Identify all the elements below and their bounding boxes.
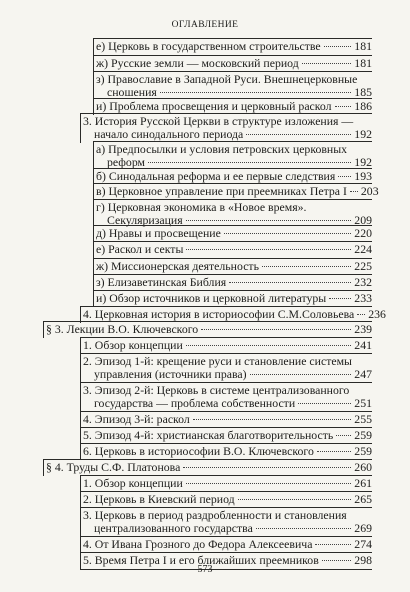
dot-leader xyxy=(338,175,351,177)
toc-entry-text: и) Обзор источников и церковной литературы xyxy=(96,291,327,305)
toc-entry[interactable] xyxy=(96,260,372,273)
toc-entry-text: 2. Эпизод 1-й: крещение руси и становление системы xyxy=(83,354,352,368)
toc-entry-text: 4. Эпизод 3-й: раскол xyxy=(83,412,190,426)
toc-entry[interactable] xyxy=(96,40,372,53)
toc-indent-rule xyxy=(93,38,94,55)
toc-page-number: 209 xyxy=(354,213,372,227)
toc-indent-rule xyxy=(80,353,81,383)
toc-entry-text: 1. Обзор концепции xyxy=(83,476,183,490)
toc-entry[interactable] xyxy=(96,100,372,113)
toc-entry[interactable] xyxy=(83,384,372,410)
toc-entry-text: е) Раскол и секты xyxy=(96,242,184,256)
toc-entry-text: д) Нравы и просвещение xyxy=(96,226,221,240)
toc-entry-text: сношения xyxy=(107,85,157,99)
toc-entry-text: 5. Время Петра I и его ближайших преемников xyxy=(83,553,319,567)
toc-entry-text: начало синодального периода xyxy=(94,127,244,141)
dot-leader xyxy=(201,328,351,330)
toc-indent-rule xyxy=(43,459,44,476)
toc-entry[interactable] xyxy=(83,509,372,535)
dot-leader xyxy=(329,297,351,299)
dot-leader xyxy=(250,373,352,375)
toc-entry[interactable] xyxy=(83,307,386,321)
toc-page-number: 181 xyxy=(354,39,372,53)
toc-entry-text: 4. От Ивана Грозного до Федора Алексеевича xyxy=(83,537,313,551)
toc-entry[interactable] xyxy=(83,339,372,352)
toc-entry-text: 4. Церковная история в историософии С.М.Соловьева xyxy=(83,307,355,321)
toc-page-number: 193 xyxy=(354,169,372,183)
toc-page-number: 298 xyxy=(354,553,372,567)
toc-entry[interactable] xyxy=(83,355,372,381)
toc-page-number: 261 xyxy=(354,476,372,490)
toc-page-number: 259 xyxy=(354,444,372,458)
toc-indent-rule xyxy=(80,427,81,444)
toc-indent-rule xyxy=(93,55,94,72)
dot-leader xyxy=(186,248,351,250)
dot-leader xyxy=(186,344,351,346)
toc-indent-rule xyxy=(80,382,81,412)
dot-leader xyxy=(298,402,351,404)
dot-leader xyxy=(186,482,351,484)
toc-entry-text: Секуляризация xyxy=(107,213,183,227)
toc-indent-rule xyxy=(93,290,94,307)
toc-page-number: 185 xyxy=(354,85,372,99)
dot-leader xyxy=(256,527,351,529)
toc-entry[interactable] xyxy=(96,57,372,70)
page-number: 573 xyxy=(197,564,213,575)
toc-indent-rule xyxy=(80,475,81,492)
toc-entry-text: 3. Церковь в период раздробленности и становления xyxy=(83,508,347,522)
toc-entry[interactable] xyxy=(96,201,372,227)
toc-page-number: 274 xyxy=(354,537,372,551)
toc-entry-text: в) Церковное управление при преемниках Петра I xyxy=(96,184,347,198)
toc-indent-rule xyxy=(93,274,94,291)
dot-leader xyxy=(183,466,351,468)
dot-leader xyxy=(229,281,351,283)
toc-indent-rule xyxy=(80,507,81,537)
toc-entry[interactable] xyxy=(96,292,372,305)
toc-entry[interactable] xyxy=(96,227,372,240)
toc-page-number: 233 xyxy=(354,291,372,305)
toc-indent-rule xyxy=(80,337,81,354)
toc-page-number: 251 xyxy=(354,396,372,410)
dot-leader xyxy=(335,105,352,107)
toc-indent-rule xyxy=(80,443,81,460)
toc-indent-rule xyxy=(80,411,81,428)
dot-leader xyxy=(317,450,351,452)
toc-indent-rule xyxy=(80,536,81,553)
toc-entry[interactable] xyxy=(83,477,372,490)
dot-leader xyxy=(350,190,358,192)
toc-entry-text: 3. История Русской Церкви в структуре изложения — xyxy=(83,114,354,128)
toc-entry-text: з) Елизаветинская Библия xyxy=(96,275,227,289)
toc-page-number: 259 xyxy=(354,428,372,442)
toc-entry-text: управления (источники права) xyxy=(94,367,247,381)
toc-entry-text: ж) Русские земли — московский период xyxy=(96,56,299,70)
toc-entry-text: 6. Церковь в историософии В.О. Ключевского xyxy=(83,444,314,458)
dot-leader xyxy=(302,62,352,64)
dot-leader xyxy=(224,232,351,234)
dot-leader xyxy=(193,418,351,420)
toc-entry[interactable] xyxy=(96,184,379,198)
toc-entry-text: а) Предпосылки и условия петровских церковных xyxy=(96,142,348,156)
toc-page-number: 269 xyxy=(354,521,372,535)
toc-indent-rule xyxy=(80,491,81,508)
dot-leader xyxy=(238,498,352,500)
toc-entry[interactable] xyxy=(83,538,372,551)
dot-leader xyxy=(315,543,351,545)
toc-entry-text: б) Синодальная реформа и ее первые следствия xyxy=(96,169,336,183)
dot-leader xyxy=(336,434,351,436)
toc-page-number: 203 xyxy=(360,184,379,198)
toc-entry[interactable] xyxy=(83,493,372,506)
toc-entry[interactable] xyxy=(46,323,372,336)
toc-page-number: 241 xyxy=(354,338,372,352)
toc-entry-text: ж) Миссионерская деятельность xyxy=(96,259,259,273)
toc-page-number: 260 xyxy=(354,460,372,474)
toc-indent-rule xyxy=(93,141,94,171)
toc-page-number: 232 xyxy=(354,275,372,289)
toc-entry-text: 5. Эпизод 4-й: христианская благотворительность xyxy=(83,428,334,442)
toc-page-number: 192 xyxy=(354,155,372,169)
toc-entry[interactable] xyxy=(96,243,372,256)
toc-entry[interactable] xyxy=(96,276,372,289)
toc-page-number: 192 xyxy=(354,127,372,141)
toc-indent-rule xyxy=(93,225,94,242)
toc-entry[interactable] xyxy=(83,413,372,426)
toc-page-number: 255 xyxy=(354,412,372,426)
toc-entry-text: § 4. Труды С.Ф. Платонова xyxy=(46,460,181,474)
toc-indent-rule xyxy=(93,183,94,200)
toc-entry[interactable] xyxy=(46,461,372,474)
dot-leader xyxy=(322,559,352,561)
toc-page-number: 236 xyxy=(368,307,386,321)
toc-entry[interactable] xyxy=(83,429,372,442)
toc-entry[interactable] xyxy=(83,445,372,458)
dot-leader xyxy=(246,133,351,135)
toc-page-number: 265 xyxy=(354,492,372,506)
toc-entry-text: 3. Эпизод 2-й: Церковь в системе централизованного xyxy=(83,383,350,397)
dot-leader xyxy=(148,161,351,163)
toc-entry-text: з) Православие в Западной Руси. Внешнецерковные xyxy=(96,72,358,86)
toc-entry-text: г) Церковная экономика в «Новое время». xyxy=(96,200,307,214)
toc-indent-rule xyxy=(80,113,81,143)
toc-indent-rule xyxy=(93,71,94,101)
running-header: ОГЛАВЛЕНИЕ xyxy=(171,20,239,30)
toc-entry-text: 2. Церковь в Киевский период xyxy=(83,492,235,506)
dot-leader xyxy=(160,91,351,93)
toc-indent-rule xyxy=(93,258,94,275)
toc-page-number: 247 xyxy=(354,367,372,381)
toc-entry-text: государства — проблема собственности xyxy=(94,396,296,410)
dot-leader xyxy=(262,265,351,267)
toc-entry[interactable] xyxy=(96,170,372,183)
toc-entry-text: реформ xyxy=(107,155,146,169)
toc-entry[interactable] xyxy=(96,73,372,99)
toc-page-number: 181 xyxy=(354,56,372,70)
toc-page-number: 220 xyxy=(354,226,372,240)
toc-page-number: 186 xyxy=(354,99,372,113)
toc-indent-rule xyxy=(43,321,44,338)
dot-leader xyxy=(357,313,365,315)
toc-entry-text: § 3. Лекции В.О. Ключевского xyxy=(46,322,199,336)
dot-leader xyxy=(324,45,352,47)
toc-entry-text: централизованного государства xyxy=(94,521,253,535)
toc-entry-text: 1. Обзор концепции xyxy=(83,338,183,352)
toc-page-number: 225 xyxy=(354,259,372,273)
toc-entry[interactable] xyxy=(83,115,372,141)
toc-entry-text: и) Проблема просвещения и церковный раскол xyxy=(96,99,332,113)
toc-page-number: 224 xyxy=(354,242,372,256)
toc-page-number: 239 xyxy=(354,322,372,336)
toc-indent-rule xyxy=(93,241,94,258)
toc-entry-text: е) Церковь в государственном строительстве xyxy=(96,39,321,53)
dot-leader xyxy=(186,219,352,221)
toc-entry[interactable] xyxy=(96,143,372,169)
